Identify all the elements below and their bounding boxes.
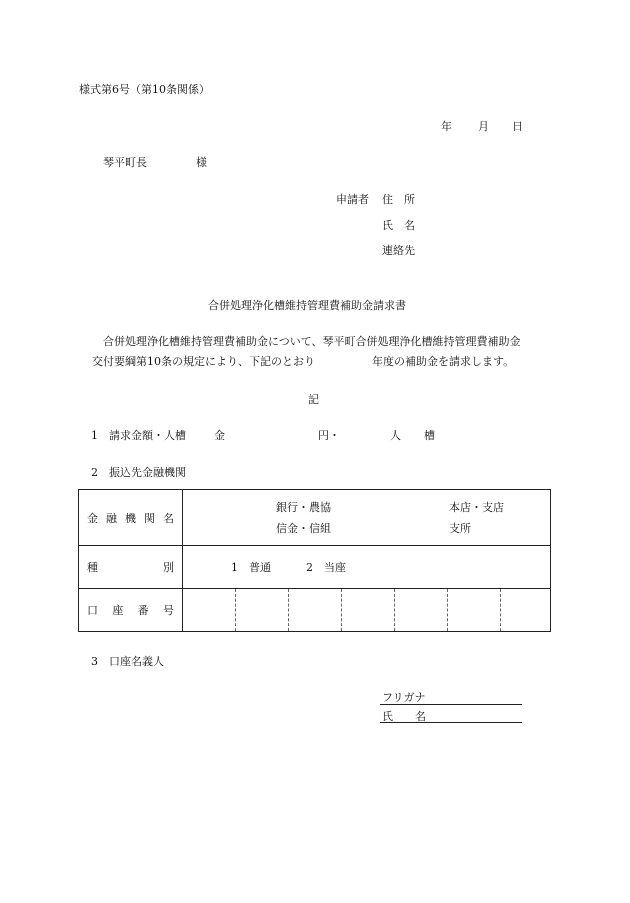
applicant-contact-label: 連絡先 <box>382 244 415 257</box>
body-line-2b: 年度の補助金を請求します。 <box>372 355 515 368</box>
date-day: 日 <box>512 120 523 133</box>
item1-kin: 金 <box>214 429 225 442</box>
date-month: 月 <box>478 120 489 133</box>
bank-name-label: 金 融 機 関 名 <box>87 511 174 525</box>
addressee-name: 琴平町長 <box>103 156 147 169</box>
applicant-address-label: 住 所 <box>382 193 415 206</box>
body-line-1: 合併処理浄化槽維持管理費補助金について、琴平町合併処理浄化槽維持管理費補助金 <box>103 335 521 348</box>
holder-furigana-line[interactable] <box>380 704 522 705</box>
digit-divider <box>341 589 342 631</box>
form-number: 様式第6号（第10条関係） <box>79 83 210 96</box>
item1-yen: 円・ <box>318 429 340 442</box>
bank-name-label-cell <box>79 490 183 546</box>
addressee-honorific: 様 <box>196 156 207 169</box>
item2-label: 2 振込先金融機関 <box>91 466 186 479</box>
digit-divider <box>235 589 236 631</box>
bank-type-2: 信金・信組 <box>276 522 331 535</box>
bank-name-cell[interactable] <box>183 490 551 546</box>
body-line-2a: 交付要綱第10条の規定により、下記のとおり <box>92 355 315 368</box>
ki-heading: 記 <box>308 393 319 406</box>
digit-divider <box>394 589 395 631</box>
item1-label: 1 請求金額・人槽 <box>91 429 186 442</box>
item1-sou: 槽 <box>424 429 435 442</box>
account-number-label: 口 座 番 号 <box>87 604 174 617</box>
branch-type-2: 支所 <box>449 522 471 535</box>
item1-nin: 人 <box>390 429 401 442</box>
bank-table <box>78 489 551 632</box>
applicant-name-label: 氏 名 <box>382 219 415 232</box>
holder-name-line[interactable] <box>380 722 522 723</box>
account-number-label-cell <box>79 589 183 632</box>
document-title: 合併処理浄化槽維持管理費補助金請求書 <box>208 299 406 312</box>
account-type-option-1[interactable]: 1 普通 <box>231 561 271 574</box>
digit-divider <box>500 589 501 631</box>
account-number-cell[interactable] <box>183 589 551 632</box>
account-type-option-2[interactable]: 2 当座 <box>306 561 346 574</box>
item3-label: 3 口座名義人 <box>91 655 164 668</box>
holder-name-label: 氏 名 <box>382 710 426 723</box>
account-type-label-cell <box>79 546 183 589</box>
applicant-label: 申請者 <box>336 193 369 206</box>
holder-furigana-label: フリガナ <box>382 691 426 704</box>
digit-divider <box>447 589 448 631</box>
branch-type-1: 本店・支店 <box>449 501 504 514</box>
digit-divider <box>288 589 289 631</box>
bank-type-1: 銀行・農協 <box>276 501 331 514</box>
date-year: 年 <box>441 120 452 133</box>
account-type-cell[interactable] <box>183 546 551 589</box>
account-type-label: 種 別 <box>87 561 174 574</box>
